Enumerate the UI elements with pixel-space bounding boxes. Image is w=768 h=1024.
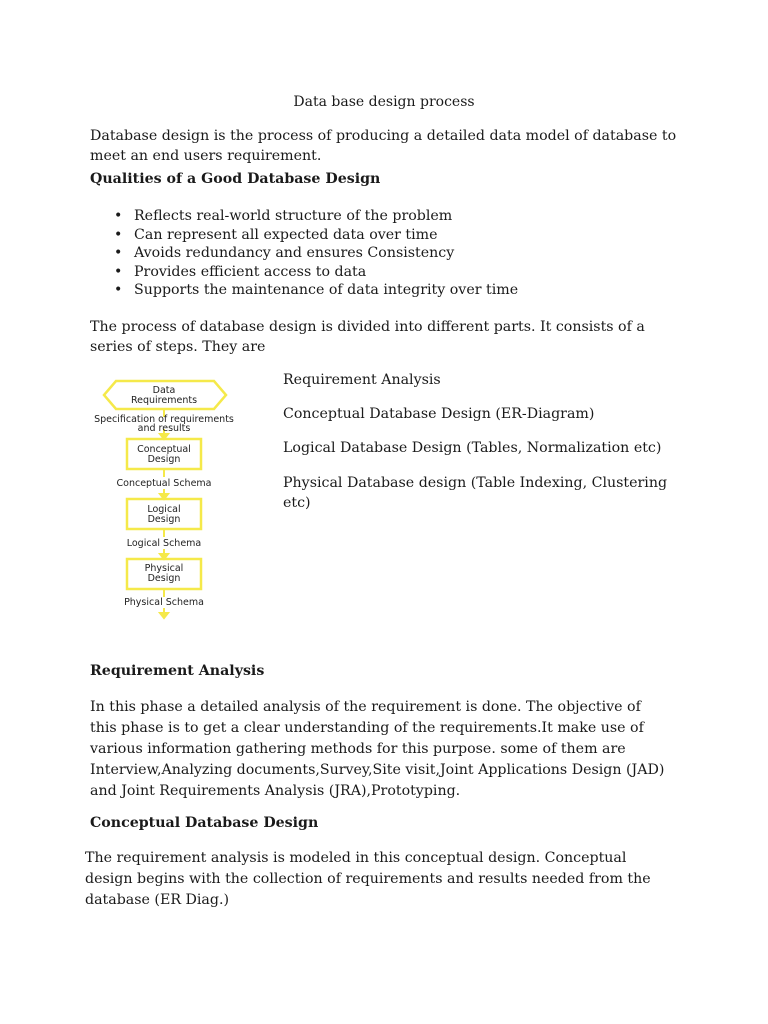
conceptual-design-body: The requirement analysis is modeled in this conceptual design. Conceptual design begins with the collection of requirements and results needed from the database (ER Diag.) xyxy=(85,850,651,908)
process-intro: The process of database design is divided into different parts. It consists of a series of steps. They are xyxy=(90,319,645,355)
flow-spec-line2: and results xyxy=(137,423,191,434)
requirement-analysis-heading: Requirement Analysis xyxy=(90,663,265,679)
document-title: Data base design process xyxy=(293,94,475,110)
step-requirement-analysis: Requirement Analysis xyxy=(283,372,441,388)
step-physical-design: Physical Database design (Table Indexing, Clustering etc) xyxy=(283,475,668,511)
flow-start-line1: Data xyxy=(152,385,176,396)
list-item: • Provides efficient access to data xyxy=(108,263,628,282)
flow-start-line2: Requirements xyxy=(130,395,198,406)
flow-logical-schema: Logical Schema xyxy=(126,538,202,549)
intro-paragraph: Database design is the process of producing a detailed data model of database to meet an end users requirement. xyxy=(90,128,677,164)
step-conceptual-design: Conceptual Database Design (ER-Diagram) xyxy=(283,406,595,422)
flow-physical-line2: Design xyxy=(147,573,181,584)
flow-physical-line1: Physical xyxy=(144,563,184,574)
requirement-analysis-body: In this phase a detailed analysis of the requirement is done. The objective of this phase is to get a clear understanding of the requirements.It make use of various information gathering methods for this purpose. some of them are Interview,Analyzing documents,Survey,Site visit,Joint Applications Design (JAD) and Joint Requirements Analysis (JRA),Prototyping. xyxy=(90,699,665,799)
list-item: • Avoids redundancy and ensures Consistency xyxy=(108,244,628,263)
flow-conceptual-line2: Design xyxy=(147,454,181,465)
flow-conceptual-schema: Conceptual Schema xyxy=(116,478,212,489)
qualities-list xyxy=(108,207,628,300)
flow-spec-line1: Specification of requirements xyxy=(94,414,234,425)
list-item: • Reflects real-world structure of the problem xyxy=(108,207,628,226)
flow-logical-line1: Logical xyxy=(147,504,181,515)
flow-physical-schema: Physical Schema xyxy=(124,597,204,608)
list-item: • Supports the maintenance of data integrity over time xyxy=(108,281,628,300)
conceptual-design-heading: Conceptual Database Design xyxy=(90,815,319,831)
flowchart-svg xyxy=(80,375,250,625)
qualities-heading: Qualities of a Good Database Design xyxy=(90,171,381,187)
list-item: • Can represent all expected data over time xyxy=(108,226,628,245)
step-logical-design: Logical Database Design (Tables, Normalization etc) xyxy=(283,440,662,456)
flow-conceptual-line1: Conceptual xyxy=(137,444,191,455)
flow-logical-line2: Design xyxy=(147,514,181,525)
design-flowchart xyxy=(80,375,250,625)
